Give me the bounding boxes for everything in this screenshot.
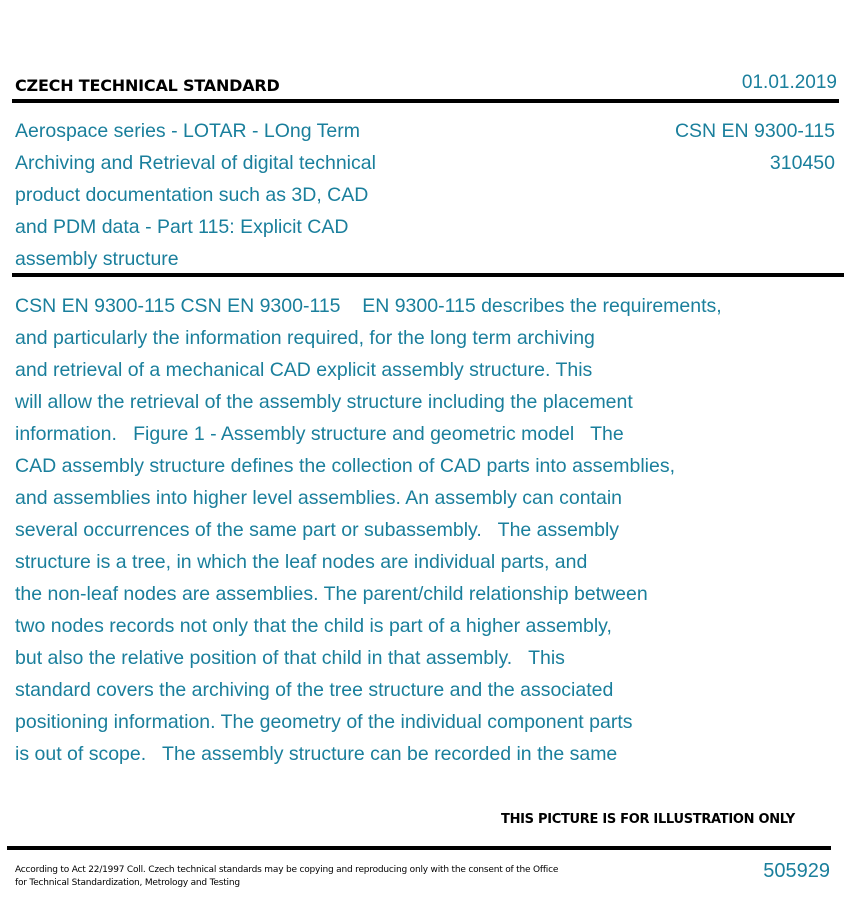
abstract-line: structure is a tree, in which the leaf nodes are individual parts, and [15,551,588,573]
copyright-notice-line: for Technical Standardization, Metrology and Testing [15,878,240,888]
abstract-line: positioning information. The geometry of the individual component parts [15,711,633,733]
document-title-line: Aerospace series - LOTAR - LOng Term [15,120,360,142]
standard-header-title: CZECH TECHNICAL STANDARD [15,76,280,95]
abstract-text [15,290,835,770]
header-divider [12,99,839,103]
abstract-line: several occurrences of the same part or subassembly. The assembly [15,519,620,541]
publication-date: 01.01.2019 [741,72,837,93]
title-divider [12,273,844,277]
abstract-line: but also the relative position of that child in that assembly. This [15,647,565,669]
abstract-line: the non-leaf nodes are assemblies. The parent/child relationship between [15,583,648,605]
document-title-line: product documentation such as 3D, CAD [15,184,369,206]
abstract-line: and assemblies into higher level assemblies. An assembly can contain [15,487,622,509]
abstract-line: is out of scope. The assembly structure can be recorded in the same [15,743,618,765]
abstract-line: information. Figure 1 - Assembly structure and geometric model The [15,423,624,445]
document-title-line: and PDM data - Part 115: Explicit CAD [15,216,349,238]
abstract-line: and retrieval of a mechanical CAD explicit assembly structure. This [15,359,593,381]
document-title [15,115,435,275]
class-code: 310450 [769,152,835,174]
catalog-number: 505929 [763,860,830,882]
abstract-line: CSN EN 9300-115 CSN EN 9300-115 EN 9300-115 describes the requirements, [15,295,722,317]
abstract-line: CAD assembly structure defines the collection of CAD parts into assemblies, [15,455,676,477]
copyright-notice [15,864,615,890]
document-title-line: Archiving and Retrieval of digital technical [15,152,376,174]
abstract-line: will allow the retrieval of the assembly structure including the placement [15,391,633,413]
document-title-line: assembly structure [15,248,179,270]
standard-number: CSN EN 9300-115 [674,120,835,142]
abstract-line: and particularly the information required, for the long term archiving [15,327,595,349]
copyright-notice-line: According to Act 22/1997 Coll. Czech technical standards may be copying and reproducing only with the consent of the Office [15,865,559,875]
footer-divider [7,846,831,850]
abstract-line: two nodes records not only that the child is part of a higher assembly, [15,615,612,637]
abstract-line: standard covers the archiving of the tree structure and the associated [15,679,614,701]
document-identifiers [675,115,835,179]
illustration-disclaimer: THIS PICTURE IS FOR ILLUSTRATION ONLY [501,812,795,827]
